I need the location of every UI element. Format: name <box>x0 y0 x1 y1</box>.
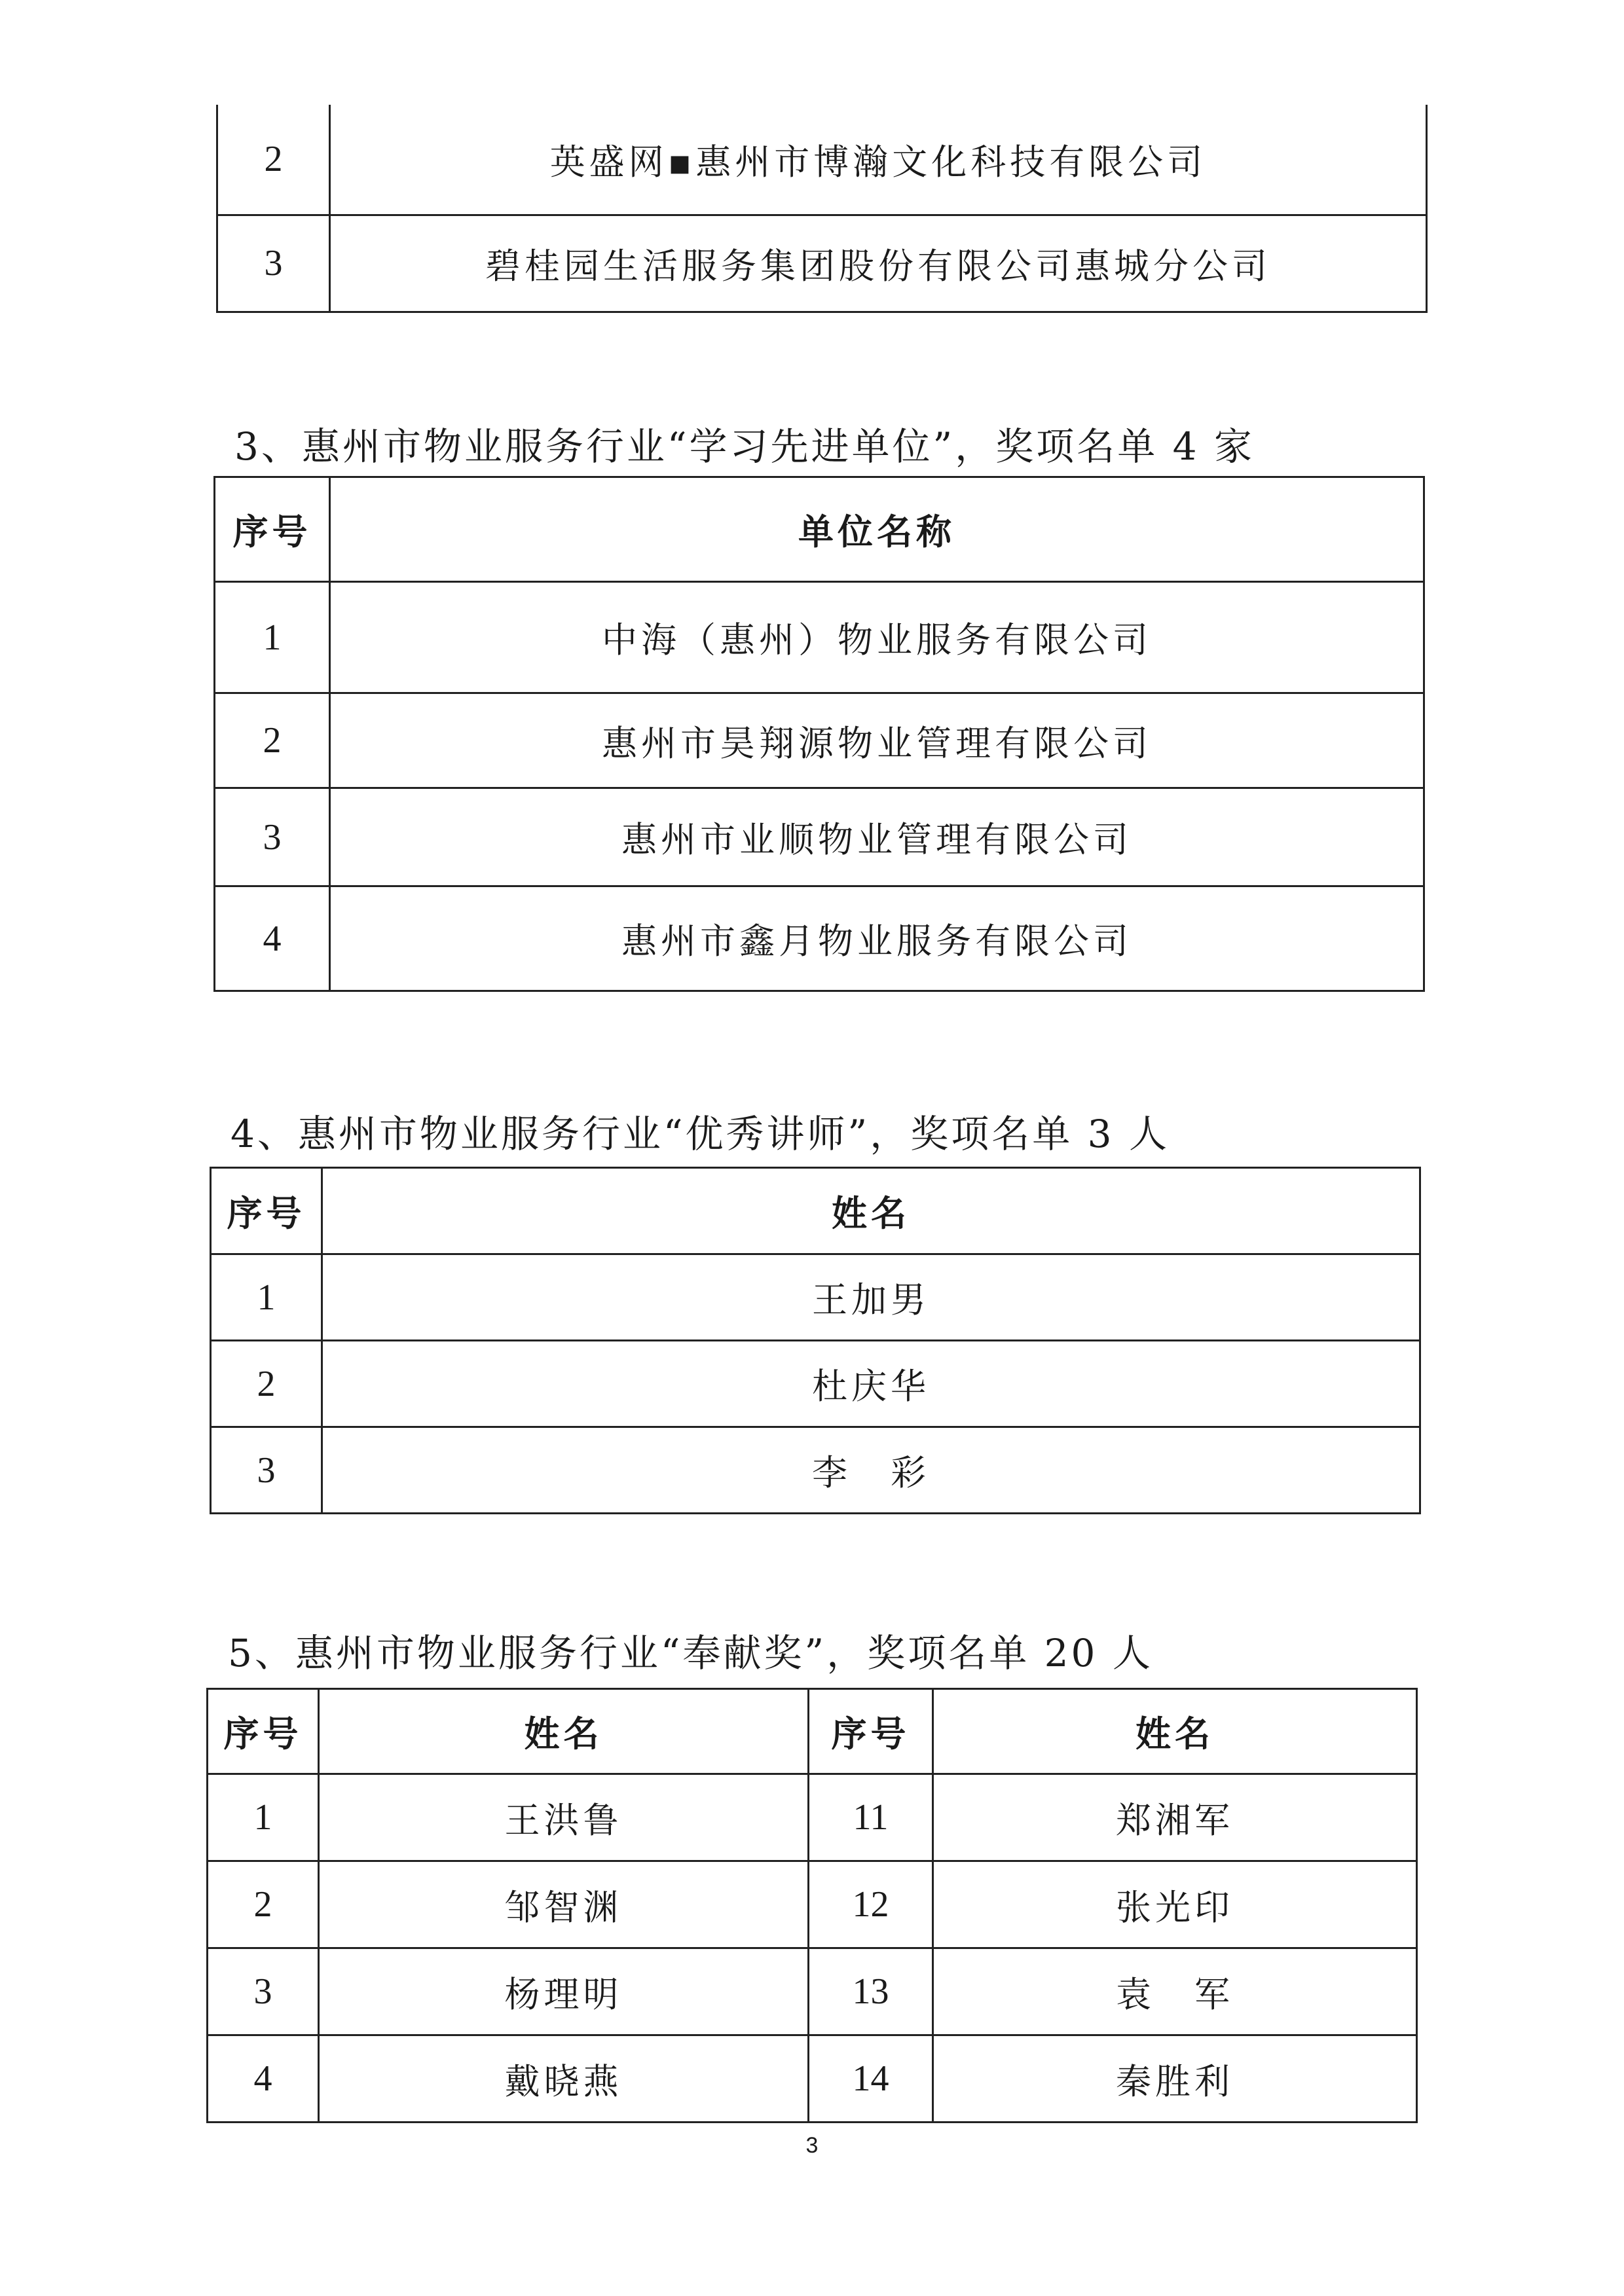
header-unit-name: 单位名称 <box>330 477 1424 582</box>
unit-name: 惠州市业顺物业管理有限公司 <box>330 788 1424 886</box>
table-header-row <box>211 1168 1420 1254</box>
person-name: 王洪鲁 <box>319 1774 809 1861</box>
table-row <box>211 1341 1420 1427</box>
person-name: 杜庆华 <box>322 1341 1420 1427</box>
table-row <box>208 1861 1417 1948</box>
row-number: 1 <box>215 582 330 693</box>
table-row <box>208 2035 1417 2123</box>
row-number: 1 <box>211 1254 322 1341</box>
row-number: 4 <box>208 2035 319 2123</box>
header-name-left: 姓名 <box>319 1689 809 1774</box>
row-number: 3 <box>208 1948 319 2035</box>
table-row <box>208 1774 1417 1861</box>
row-number: 14 <box>809 2035 933 2123</box>
header-no: 序号 <box>215 477 330 582</box>
row-number: 11 <box>809 1774 933 1861</box>
header-no: 序号 <box>211 1168 322 1254</box>
section5-heading: 5、惠州市物业服务行业“奉献奖”，奖项名单 20 人 <box>228 1631 1153 1675</box>
person-name: 李 彩 <box>322 1427 1420 1514</box>
table-row <box>217 215 1427 312</box>
header-name-right: 姓名 <box>933 1689 1417 1774</box>
table-row <box>211 1254 1420 1341</box>
section2-tail-table <box>216 105 1428 313</box>
row-number: 2 <box>215 693 330 788</box>
unit-name: 惠州市鑫月物业服务有限公司 <box>330 886 1424 991</box>
section4-table <box>210 1167 1421 1514</box>
row-number: 3 <box>211 1427 322 1514</box>
row-number: 13 <box>809 1948 933 2035</box>
person-name: 邹智渊 <box>319 1861 809 1948</box>
person-name: 王加男 <box>322 1254 1420 1341</box>
section3-table <box>213 476 1425 992</box>
table-row <box>211 1427 1420 1514</box>
table-row <box>215 693 1424 788</box>
unit-name: 惠州市昊翔源物业管理有限公司 <box>330 693 1424 788</box>
table-row <box>215 582 1424 693</box>
section3-heading: 3、惠州市物业服务行业“学习先进单位”，奖项名单 4 家 <box>234 424 1255 469</box>
row-number: 4 <box>215 886 330 991</box>
header-no-right: 序号 <box>809 1689 933 1774</box>
row-number: 3 <box>215 788 330 886</box>
page-number: 3 <box>805 2133 819 2158</box>
row-number: 3 <box>217 215 330 312</box>
table-header-row <box>208 1689 1417 1774</box>
row-number: 2 <box>211 1341 322 1427</box>
unit-name: 中海（惠州）物业服务有限公司 <box>330 582 1424 693</box>
table-row <box>215 886 1424 991</box>
person-name: 张光印 <box>933 1861 1417 1948</box>
section5-table <box>206 1688 1418 2123</box>
row-number: 2 <box>208 1861 319 1948</box>
unit-name: 碧桂园生活服务集团股份有限公司惠城分公司 <box>330 215 1427 312</box>
section4-heading: 4、惠州市物业服务行业“优秀讲师”，奖项名单 3 人 <box>231 1112 1170 1156</box>
table-row <box>208 1948 1417 2035</box>
person-name: 杨理明 <box>319 1948 809 2035</box>
header-no-left: 序号 <box>208 1689 319 1774</box>
person-name: 郑湘军 <box>933 1774 1417 1861</box>
header-name: 姓名 <box>322 1168 1420 1254</box>
table-header-row <box>215 477 1424 582</box>
row-number: 2 <box>217 105 330 215</box>
row-number: 12 <box>809 1861 933 1948</box>
person-name: 戴晓燕 <box>319 2035 809 2123</box>
person-name: 袁 军 <box>933 1948 1417 2035</box>
row-number: 1 <box>208 1774 319 1861</box>
table-row <box>217 105 1427 215</box>
person-name: 秦胜利 <box>933 2035 1417 2123</box>
unit-name: 英盛网▪惠州市博瀚文化科技有限公司 <box>330 105 1427 215</box>
table-row <box>215 788 1424 886</box>
